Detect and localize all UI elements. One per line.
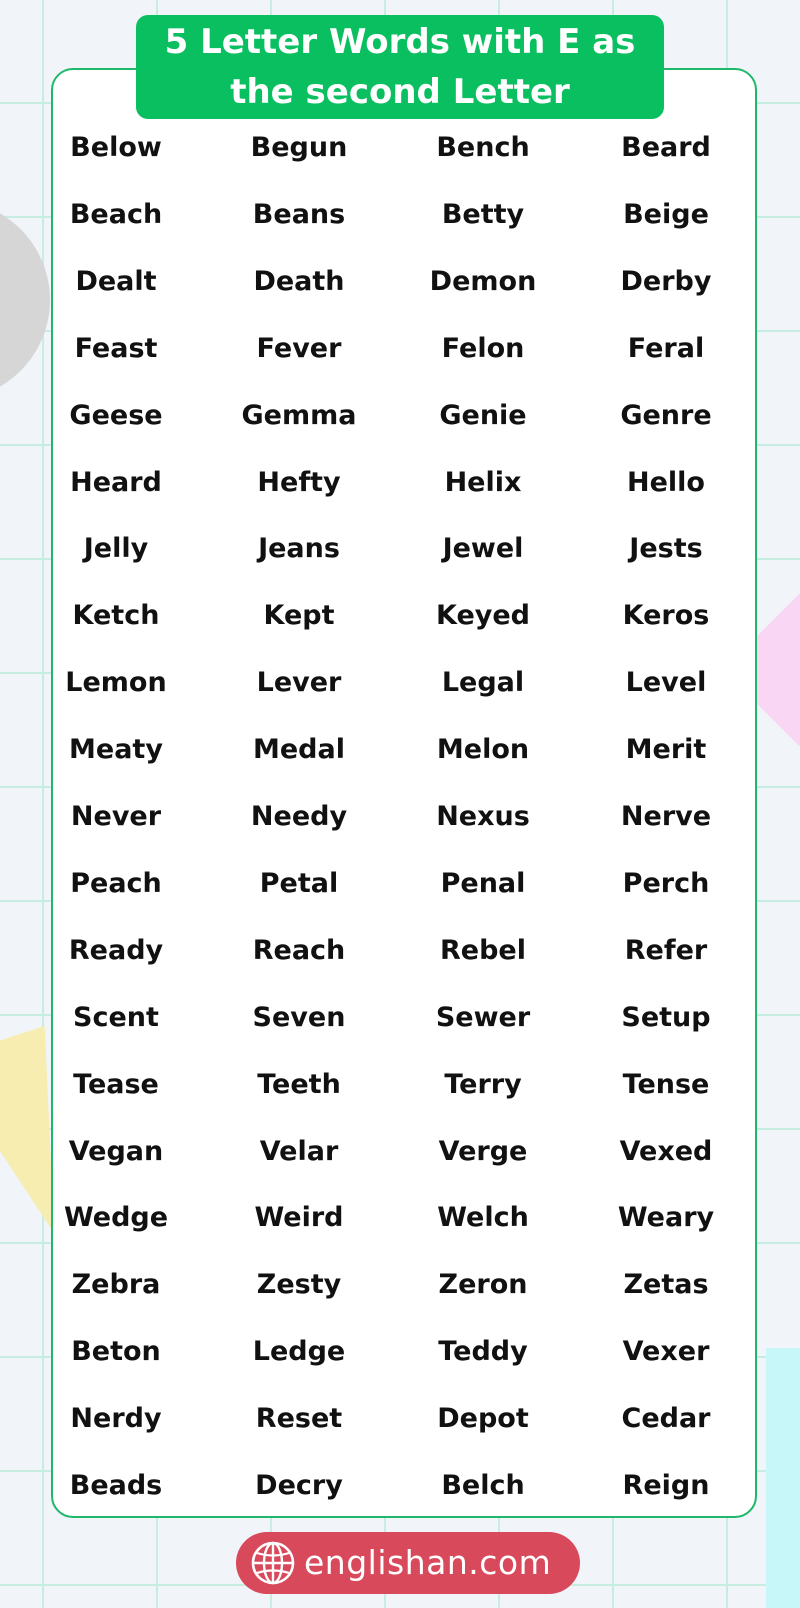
word-item: Keros [622,600,710,632]
word-item: Melon [436,734,530,766]
word-grid [24,0,758,1600]
word-item: Medal [253,734,345,766]
word-item: Demon [429,265,537,297]
word-item: Vegan [68,1135,164,1167]
word-item: Needy [250,801,348,832]
word-item: Beach [69,198,163,230]
word-item: Lever [256,667,342,699]
word-item: Keyed [436,600,530,632]
word-item: Never [70,801,162,832]
word-item: Below [70,132,162,163]
word-item: Peach [70,867,162,899]
word-item: Penal [440,867,526,899]
word-item: Teddy [438,1336,528,1368]
word-item: Tease [73,1068,159,1100]
word-item: Setup [621,1001,711,1033]
word-item: Zebra [71,1269,161,1301]
globe-icon [250,1540,296,1586]
word-item: Tense [622,1068,710,1100]
word-item: Rebel [440,934,526,966]
word-item: Zetas [623,1269,709,1301]
page-title: 5 Letter Words with E as the second Letter [136,15,664,119]
word-item: Beans [252,198,346,230]
word-item: Perch [622,867,710,899]
word-item: Zeron [438,1269,528,1301]
word-item: Petal [259,867,339,899]
word-item: Scent [73,1001,159,1033]
decorative-cyan-rectangle [766,1348,800,1608]
word-item: Jelly [83,533,149,565]
word-item: Merit [625,734,707,766]
word-item: Teeth [257,1068,341,1100]
word-item: Jewel [442,533,524,565]
word-item: Verge [438,1135,528,1167]
word-item: Cedar [621,1403,711,1435]
word-item: Genre [620,399,712,431]
word-item: Fever [256,332,342,364]
word-item: Dealt [75,265,157,297]
word-item: Bench [436,132,530,163]
word-item: Legal [441,667,525,699]
word-item: Nexus [436,801,530,832]
word-item: Gemma [241,399,357,431]
word-item: Reset [255,1403,343,1435]
word-item: Betty [441,198,525,230]
word-item: Refer [624,934,708,966]
word-item: Welch [437,1202,529,1234]
word-item: Weary [617,1202,715,1234]
word-item: Vexer [622,1336,710,1368]
word-item: Ketch [72,600,160,632]
word-item: Seven [252,1001,346,1033]
word-item: Lemon [65,667,167,699]
word-item: Feral [627,332,705,364]
word-item: Death [253,265,345,297]
word-item: Beton [71,1336,161,1368]
word-item: Level [625,667,707,699]
word-item: Depot [437,1403,529,1435]
word-item: Reign [622,1470,710,1501]
word-item: Kept [263,600,335,632]
word-item: Feast [74,332,158,364]
word-item: Belch [441,1470,525,1501]
word-item: Begun [250,132,348,163]
word-item: Felon [441,332,525,364]
word-item: Decry [255,1470,343,1501]
word-item: Nerve [620,801,712,832]
word-item: Wedge [63,1202,169,1234]
word-item: Beard [621,132,711,163]
word-item: Terry [444,1068,522,1100]
word-item: Genie [439,399,527,431]
word-item: Zesty [256,1269,342,1301]
word-item: Velar [259,1135,339,1167]
word-item: Heard [70,466,162,498]
word-item: Ready [68,934,164,966]
word-item: Geese [69,399,163,431]
word-item: Nerdy [70,1403,162,1435]
website-badge[interactable] [236,1532,580,1594]
word-item: Meaty [69,734,163,766]
word-item: Sewer [435,1001,531,1033]
word-item: Beige [623,198,709,230]
word-item: Reach [252,934,346,966]
word-item: Jests [629,533,703,565]
word-item: Hello [627,466,705,498]
word-item: Hefty [257,466,341,498]
website-url[interactable]: englishan.com [304,1543,552,1582]
word-item: Jeans [258,533,340,565]
word-item: Helix [444,466,522,498]
word-item: Beads [69,1470,163,1501]
word-item: Derby [620,265,712,297]
word-item: Vexed [619,1135,713,1167]
word-item: Ledge [252,1336,346,1368]
word-item: Weird [254,1202,344,1234]
